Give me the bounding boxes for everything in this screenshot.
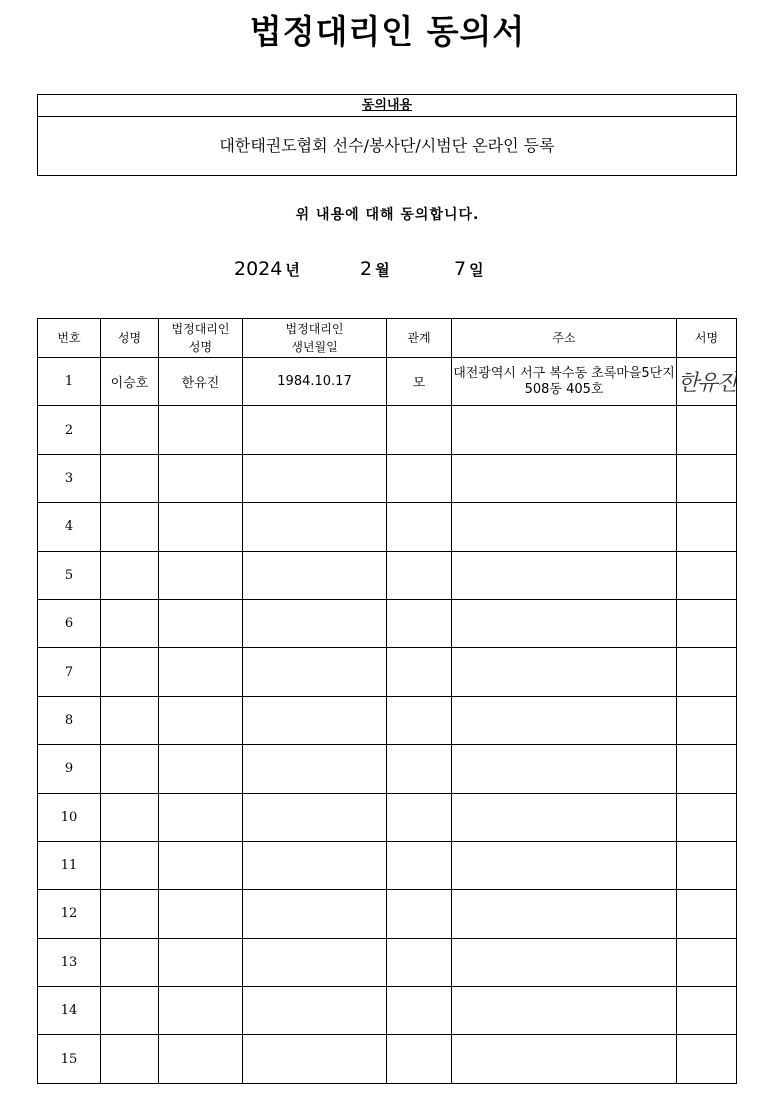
row-number-cell: 7 — [38, 648, 101, 696]
address-cell — [452, 454, 677, 502]
relation-cell — [387, 793, 452, 841]
date-month-value: 2 — [360, 258, 373, 280]
row-number-cell: 6 — [38, 599, 101, 647]
table-row — [38, 938, 737, 986]
header-relation: 관계 — [387, 319, 452, 358]
table-row — [38, 745, 737, 793]
guardian-name-cell — [159, 406, 243, 454]
guardian-name-cell — [159, 503, 243, 551]
guardian-name-cell — [159, 745, 243, 793]
guardian-birth-cell — [243, 599, 387, 647]
address-cell — [452, 648, 677, 696]
row-number-cell: 1 — [38, 358, 101, 406]
name-cell — [101, 793, 159, 841]
address-cell — [452, 890, 677, 938]
table-row — [38, 358, 737, 406]
header-guardian-birth — [243, 319, 387, 358]
date-month-unit: 월 — [375, 261, 390, 279]
signature-cell — [677, 1035, 737, 1084]
name-cell — [101, 987, 159, 1035]
guardian-name-cell — [159, 1035, 243, 1084]
table-row — [38, 1035, 737, 1084]
guardian-birth-cell — [243, 1035, 387, 1084]
address-cell — [452, 841, 677, 889]
guardian-birth-cell — [243, 551, 387, 599]
table-row — [38, 793, 737, 841]
row-number-cell: 2 — [38, 406, 101, 454]
header-guardian-name-line2: 성명 — [188, 340, 213, 354]
row-number-cell: 12 — [38, 890, 101, 938]
table-row — [38, 503, 737, 551]
header-guardian-name — [159, 319, 243, 358]
header-number: 번호 — [38, 319, 101, 358]
table-row — [38, 406, 737, 454]
address-cell — [452, 793, 677, 841]
date-year-unit: 년 — [285, 261, 300, 279]
date-day-value: 7 — [454, 258, 467, 280]
date-month — [360, 256, 390, 282]
signature-cell — [677, 599, 737, 647]
signature-cell — [677, 890, 737, 938]
guardian-name-cell — [159, 599, 243, 647]
date-year — [234, 256, 300, 282]
address-cell — [452, 987, 677, 1035]
guardian-birth-cell — [243, 503, 387, 551]
row-number-cell: 10 — [38, 793, 101, 841]
signature-cell — [677, 793, 737, 841]
name-cell — [101, 696, 159, 744]
relation-cell — [387, 745, 452, 793]
address-line1: 대전광역시 서구 복수동 초록마을5단지 — [453, 365, 675, 381]
name-cell — [101, 890, 159, 938]
relation-cell — [387, 987, 452, 1035]
guardian-name-cell — [159, 841, 243, 889]
signature-cell — [677, 503, 737, 551]
address-cell — [452, 358, 677, 406]
guardian-name-cell — [159, 648, 243, 696]
table-row — [38, 841, 737, 889]
guardian-name-cell — [159, 938, 243, 986]
header-guardian-birth-line2: 생년월일 — [291, 340, 338, 354]
signature-cell — [677, 745, 737, 793]
guardian-birth-cell — [243, 841, 387, 889]
guardian-name-cell — [159, 551, 243, 599]
relation-cell — [387, 406, 452, 454]
name-cell — [101, 841, 159, 889]
guardian-name-cell — [159, 696, 243, 744]
row-number-cell: 15 — [38, 1035, 101, 1084]
address-cell — [452, 406, 677, 454]
name-cell — [101, 503, 159, 551]
name-cell — [101, 938, 159, 986]
address-cell — [452, 599, 677, 647]
row-number-cell: 3 — [38, 454, 101, 502]
address-line2: 508동 405호 — [524, 381, 604, 397]
name-cell — [101, 551, 159, 599]
header-guardian-name-line1: 법정대리인 — [171, 322, 230, 336]
relation-cell — [387, 890, 452, 938]
document-title: 법정대리인 동의서 — [249, 12, 526, 51]
address-cell — [452, 1035, 677, 1084]
relation-cell — [387, 841, 452, 889]
consent-box — [37, 94, 737, 176]
name-cell — [101, 454, 159, 502]
name-cell — [101, 599, 159, 647]
guardian-birth-cell — [243, 696, 387, 744]
consent-header: 동의내용 — [38, 95, 736, 117]
row-number-cell: 13 — [38, 938, 101, 986]
date-year-value: 2024 — [234, 258, 283, 280]
table-row — [38, 599, 737, 647]
guardian-birth-cell — [243, 648, 387, 696]
signature-cell — [677, 987, 737, 1035]
row-number-cell: 4 — [38, 503, 101, 551]
signature-cell — [677, 938, 737, 986]
signature-cell — [677, 454, 737, 502]
relation-cell — [387, 551, 452, 599]
header-guardian-birth-line1: 법정대리인 — [285, 322, 344, 336]
signature-cell — [677, 841, 737, 889]
guardian-name-cell — [159, 890, 243, 938]
guardian-birth-cell — [243, 745, 387, 793]
signature-cell — [677, 358, 737, 406]
guardian-birth-cell — [243, 406, 387, 454]
guardian-birth-cell — [243, 890, 387, 938]
address-cell — [452, 938, 677, 986]
address-cell — [452, 551, 677, 599]
guardian-name-cell — [159, 987, 243, 1035]
guardian-birth-cell — [243, 454, 387, 502]
guardian-birth-cell — [243, 793, 387, 841]
relation-cell — [387, 503, 452, 551]
header-signature: 서명 — [677, 319, 737, 358]
table-row — [38, 696, 737, 744]
table-header-row — [38, 319, 737, 358]
table-row — [38, 551, 737, 599]
name-cell — [101, 648, 159, 696]
name-cell — [101, 1035, 159, 1084]
guardian-table — [37, 318, 737, 1084]
relation-cell — [387, 696, 452, 744]
consent-content: 대한태권도협회 선수/봉사단/시범단 온라인 등록 — [219, 136, 555, 155]
table-row — [38, 987, 737, 1035]
address-cell — [452, 503, 677, 551]
relation-cell — [387, 599, 452, 647]
row-number-cell: 8 — [38, 696, 101, 744]
relation-cell — [387, 938, 452, 986]
name-cell: 이승호 — [101, 358, 159, 406]
name-cell — [101, 745, 159, 793]
signature-cell — [677, 406, 737, 454]
address-cell — [452, 745, 677, 793]
date-day-unit: 일 — [469, 261, 484, 279]
table-row — [38, 454, 737, 502]
relation-cell — [387, 1035, 452, 1084]
date-day — [454, 256, 484, 282]
signature-cell — [677, 648, 737, 696]
row-number-cell: 11 — [38, 841, 101, 889]
relation-cell — [387, 454, 452, 502]
name-cell — [101, 406, 159, 454]
address-cell — [452, 696, 677, 744]
agreement-statement: 위 내용에 대해 동의합니다. — [295, 207, 480, 223]
guardian-name-cell: 한유진 — [159, 358, 243, 406]
table-row — [38, 648, 737, 696]
guardian-birth-cell — [243, 987, 387, 1035]
guardian-birth-cell — [243, 938, 387, 986]
header-name: 성명 — [101, 319, 159, 358]
relation-cell — [387, 648, 452, 696]
handwritten-signature: 한유진 — [677, 371, 736, 397]
guardian-name-cell — [159, 454, 243, 502]
header-address: 주소 — [452, 319, 677, 358]
row-number-cell: 5 — [38, 551, 101, 599]
signature-cell — [677, 551, 737, 599]
signature-cell — [677, 696, 737, 744]
guardian-birth-cell: 1984.10.17 — [243, 358, 387, 406]
table-row — [38, 890, 737, 938]
row-number-cell: 14 — [38, 987, 101, 1035]
relation-cell: 모 — [387, 358, 452, 406]
guardian-name-cell — [159, 793, 243, 841]
row-number-cell: 9 — [38, 745, 101, 793]
